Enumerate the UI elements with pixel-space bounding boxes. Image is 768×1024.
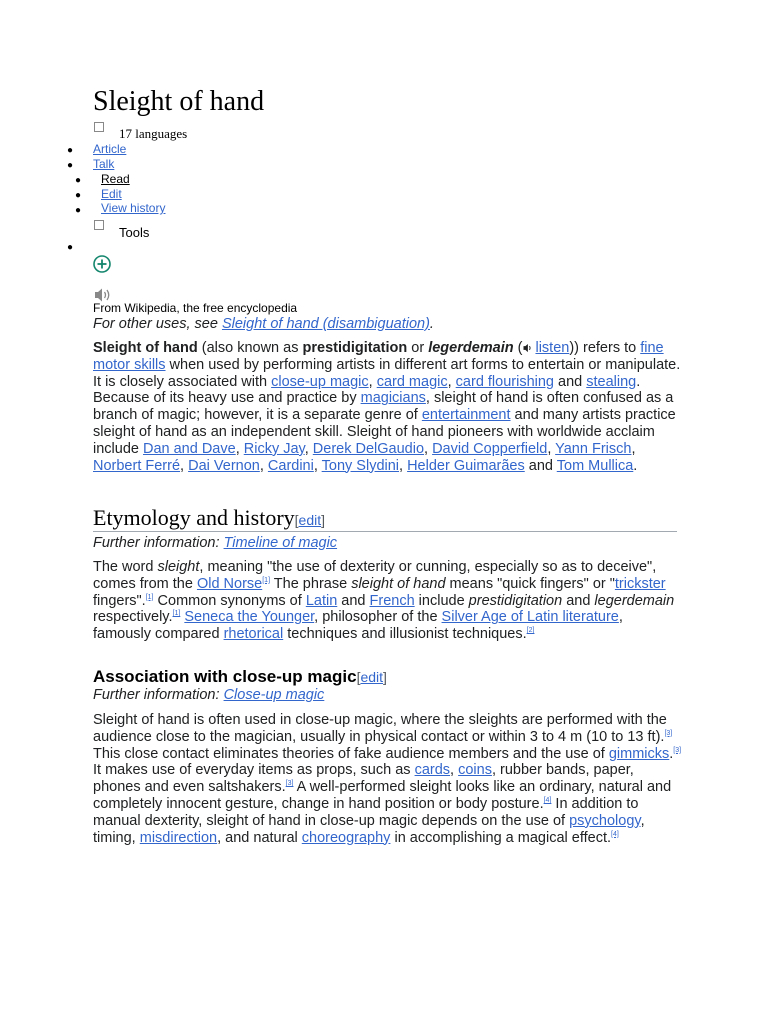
further-prefix: Further information: (93, 687, 224, 703)
link-silver-age-latin-literature[interactable]: Silver Age of Latin literature (441, 609, 619, 626)
intro-paragraph: Sleight of hand (also known as prestidigitation or legerdemain ( listen)) refers to fine motor skills when used by performing artists in different art forms to entertain or manipulate. It is closely associated with close-up magic, card magic, card flourishing and stealing. Because of its heavy use and practice by magicians, sleight of hand is often confused as a branch of magic; however, it is a separate genre of entertainment and many artists practice sleight of hand as an independent skill. Sleight of hand pioneers with worldwide acclaim include Dan and Dave, Ricky Jay, Derek DelGaudio, David Copperfield, Yann Frisch, Norbert Ferré, Dai Vernon, Cardini, Tony Slydini, Helder Guimarães and Tom Mullica. (93, 340, 681, 474)
link-close-up-magic[interactable]: close-up magic (271, 373, 369, 390)
edit-section-link[interactable]: edit (298, 512, 322, 528)
link-dan-and-dave[interactable]: Dan and Dave (142, 440, 236, 457)
heading-divider (93, 531, 677, 532)
citation-link[interactable]: [1] (145, 593, 154, 601)
tab-read[interactable]: Read (101, 172, 130, 186)
edit-section-link[interactable]: edit (360, 669, 384, 685)
link-card-flourishing[interactable]: card flourishing (455, 373, 554, 390)
bullet-icon: ● (75, 175, 82, 186)
hatnote (93, 316, 434, 332)
disambiguation-link[interactable]: Sleight of hand (disambiguation) (221, 316, 430, 332)
link-french[interactable]: French (369, 592, 415, 609)
link-ricky-jay[interactable]: Ricky Jay (243, 440, 305, 457)
link-magicians[interactable]: magicians (360, 390, 426, 407)
close-up-paragraph: Sleight of hand is often used in close-up magic, where the sleights are performed with the audience close to the magician, usually in physical contact or within 3 to 4 m (10 to 13 ft).[3] This close contact eliminates theories of fake audience members and the use of gimmicks.[3] It makes use of everyday items as props, such as cards, coins, rubber bands, paper, phones and even saltshakers.[3] A well-performed sleight looks like an ordinary, natural and completely innocent gesture, change in hand position or body posture.[4] In addition to manual dexterity, sleight of hand in close-up magic depends on the use of psychology, timing, misdirection, and natural choreography in accomplishing a magical effect.[4] (93, 712, 682, 846)
link-cardini[interactable]: Cardini (267, 457, 314, 474)
bullet-icon: ● (75, 205, 82, 216)
link-card-magic[interactable]: card magic (376, 373, 448, 390)
bullet-icon: ● (67, 145, 74, 156)
section-heading-etymology: Etymology and history[edit] (93, 505, 326, 530)
tab-article[interactable]: Article (93, 142, 127, 156)
listen-link[interactable]: listen (535, 340, 570, 356)
citation-link[interactable]: [1] (172, 610, 181, 618)
link-coins[interactable]: coins (458, 762, 492, 779)
tab-view-history[interactable]: View history (101, 201, 166, 215)
link-tom-mullica[interactable]: Tom Mullica (556, 457, 634, 474)
citation-link[interactable]: [1] (262, 576, 271, 584)
link-close-up-magic-article[interactable]: Close-up magic (223, 687, 325, 703)
link-choreography[interactable]: choreography (301, 829, 391, 846)
link-fine-motor-skills[interactable]: fine motor skills (93, 340, 664, 373)
further-information (93, 535, 337, 551)
hatnote-prefix: For other uses, see (93, 316, 222, 332)
tab-talk[interactable]: Talk (93, 157, 115, 171)
link-derek-delgaudio[interactable]: Derek DelGaudio (312, 440, 425, 457)
citation-link[interactable]: [3] (664, 729, 673, 737)
further-information (93, 687, 324, 703)
citation-link[interactable]: [2] (526, 627, 535, 635)
link-gimmicks[interactable]: gimmicks (608, 745, 670, 762)
link-helder-guimaraes[interactable]: Helder Guimarães (407, 457, 525, 474)
citation-link[interactable]: [3] (673, 746, 682, 754)
section-title: Etymology and history (93, 505, 295, 530)
term-legerdemain: legerdemain (428, 340, 514, 356)
link-david-copperfield[interactable]: David Copperfield (432, 440, 548, 457)
link-trickster[interactable]: trickster (614, 575, 666, 592)
citation-link[interactable]: [4] (611, 830, 619, 838)
bullet-icon: ● (67, 160, 74, 171)
section-heading-close-up-magic: Association with close-up magic[edit] (93, 667, 387, 686)
link-tony-slydini[interactable]: Tony Slydini (321, 457, 400, 474)
link-stealing[interactable]: stealing (586, 373, 637, 390)
citation-link[interactable]: [3] (285, 780, 294, 788)
link-old-norse[interactable]: Old Norse (196, 575, 263, 592)
further-prefix: Further information: (93, 535, 224, 551)
listen-speaker-icon[interactable] (522, 343, 535, 353)
bullet-icon: ● (67, 242, 74, 253)
add-circle-icon[interactable] (93, 255, 111, 273)
link-misdirection[interactable]: misdirection (139, 829, 218, 846)
citation-link[interactable]: [4] (543, 796, 552, 804)
site-tagline: From Wikipedia, the free encyclopedia (93, 301, 298, 315)
link-psychology[interactable]: psychology (569, 812, 641, 829)
link-norbert-ferre[interactable]: Norbert Ferré (93, 457, 181, 474)
term-sleight-of-hand: Sleight of hand (93, 340, 198, 356)
hatnote-suffix: . (429, 316, 434, 332)
tools-checkbox-icon[interactable] (94, 220, 104, 230)
link-dai-vernon[interactable]: Dai Vernon (188, 457, 260, 474)
link-timeline-of-magic[interactable]: Timeline of magic (223, 535, 338, 551)
tab-edit[interactable]: Edit (101, 187, 122, 201)
term-prestidigitation: prestidigitation (302, 340, 408, 356)
tools-label[interactable]: Tools (119, 225, 150, 240)
bullet-icon: ● (75, 190, 82, 201)
page-title: Sleight of hand (93, 86, 265, 117)
link-cards[interactable]: cards (414, 762, 451, 779)
languages-checkbox-icon[interactable] (94, 122, 104, 132)
link-latin[interactable]: Latin (305, 592, 338, 609)
link-entertainment[interactable]: entertainment (421, 407, 511, 424)
subsection-title: Association with close-up magic (93, 667, 357, 686)
link-rhetorical[interactable]: rhetorical (223, 626, 284, 643)
link-yann-frisch[interactable]: Yann Frisch (555, 440, 632, 457)
etymology-paragraph: The word sleight, meaning "the use of dexterity or cunning, especially so as to deceive", comes from the Old Norse[1] The phrase sleight of hand means "quick fingers" or "trickster fingers".[1] Common synonyms of Latin and French include prestidigitation and legerdemain respectively.[1] Seneca the Younger, philosopher of the Silver Age of Latin literature, famously compared rhetorical techniques and illusionist techniques.[2] (93, 559, 675, 643)
languages-label[interactable]: 17 languages (119, 126, 188, 141)
link-seneca-the-younger[interactable]: Seneca the Younger (184, 609, 315, 626)
